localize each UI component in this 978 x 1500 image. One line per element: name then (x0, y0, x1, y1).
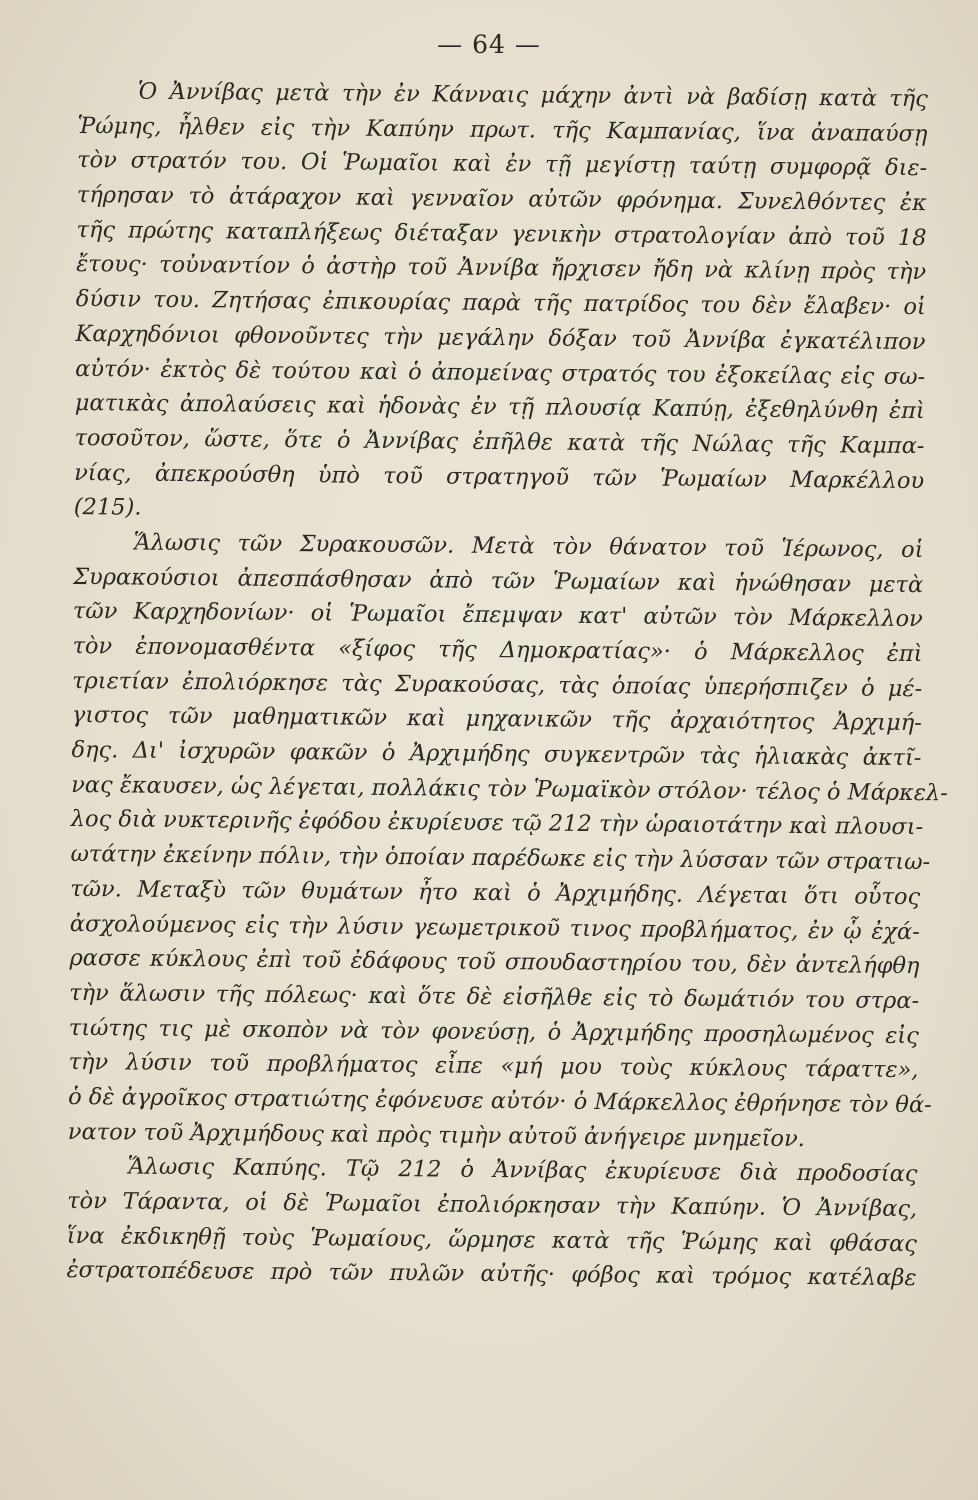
text-line: ματικὰς ἀπολαύσεις καὶ ἡδονὰς ἐν τῇ πλουσίᾳ Καπύῃ, ἐξεθηλύνθη ἐπὶ (74, 390, 925, 425)
text-line: ωτάτην ἐκείνην πόλιν, τὴν ὁποίαν παρέδωκε εἰς τὴν λύσσαν τῶν στρατιω- (70, 841, 931, 876)
text-line: τριετίαν ἐπολιόρκησε τὰς Συρακούσας, τὰς ὁποίας ὑπερήσπιζεν ὁ μέ- (72, 667, 923, 702)
body-text (66, 74, 948, 1296)
text-line: ἔτους· τοὐναντίον ὁ ἀστὴρ τοῦ Ἀννίβα ἤρχισεν ἤδη νὰ κλίνῃ πρὸς τὴν (76, 251, 927, 286)
text-line: δης. Δι' ἰσχυρῶν φακῶν ὁ Ἀρχιμήδης συγκεντρῶν τὰς ἡλιακὰς ἀκτῖ- (71, 737, 922, 772)
text-line: τιώτης τις μὲ σκοπὸν νὰ τὸν φονεύσῃ, ὁ Ἀρχιμήδης προσηλωμένος εἰς (68, 1014, 919, 1049)
text-line: νας ἔκαυσεν, ὡς λέγεται, πολλάκις τὸν Ῥωμαϊκὸν στόλον· τέλος ὁ Μάρκελ- (71, 771, 948, 807)
text-line: τήρησαν τὸ ἀτάραχον καὶ γενναῖον αὐτῶν φρόνημα. Συνελθόντες ἐκ (76, 182, 927, 217)
text-line: τὸν στρατόν του. Οἱ Ῥωμαῖοι καὶ ἐν τῇ μεγίστῃ ταύτῃ συμφορᾷ διε- (77, 147, 928, 182)
text-line: Ὁ Ἀννίβας μετὰ τὴν ἐν Κάνναις μάχην ἀντὶ νὰ βαδίσῃ κατὰ τῆς (137, 78, 928, 113)
text-line: τὸν Τάραντα, οἱ δὲ Ῥωμαῖοι ἐπολιόρκησαν τὴν Καπύην. Ὁ Ἀννίβας, (67, 1187, 918, 1223)
text-line: δύσιν του. Ζητήσας ἐπικουρίας παρὰ τῆς πατρίδος του δὲν ἔλαβεν· οἱ (75, 286, 926, 321)
text-line: τῶν. Μεταξὺ τῶν θυμάτων ἦτο καὶ ὁ Ἀρχιμήδης. Λέγεται ὅτι οὗτος (70, 875, 921, 910)
text-line: Ῥώμης, ἦλθεν εἰς τὴν Καπύην πρωτ. τῆς Καμπανίας, ἵνα ἀναπαύσῃ (77, 112, 928, 147)
text-line: τὴν λύσιν τοῦ προβλήματος εἶπε «μή μου τοὺς κύκλους τάραττε», (68, 1049, 919, 1084)
text-line: Ἅλωσις Καπύης. Τῷ 212 ὁ Ἀννίβας ἐκυρίευσε διὰ προδοσίας (127, 1153, 918, 1188)
text-line: Ἅλωσις τῶν Συρακουσῶν. Μετὰ τὸν θάνατον τοῦ Ἱέρωνος, οἱ (133, 529, 924, 564)
text-line: ἐστρατοπέδευσε πρὸ τῶν πυλῶν αὐτῆς· φόβος καὶ τρόμος κατέλαβε (66, 1257, 917, 1292)
text-line: Καρχηδόνιοι φθονοῦντες τὴν μεγάλην δόξαν τοῦ Ἀννίβα ἐγκατέλιπον (75, 320, 926, 355)
text-line: ρασσε κύκλους ἐπὶ τοῦ ἐδάφους τοῦ σπουδαστηρίου του, δὲν ἀντελήφθη (69, 945, 920, 980)
text-line: τὸν ἐπονομασθέντα «ξίφος τῆς Δημοκρατίας»· ὁ Μάρκελλος ἐπὶ (72, 632, 923, 668)
text-line: γιστος τῶν μαθηματικῶν καὶ μηχανικῶν τῆς ἀρχαιότητος Ἀρχιμή- (71, 702, 922, 737)
text-line: (215). (73, 494, 142, 521)
text-line: τῶν Καρχηδονίων· οἱ Ῥωμαῖοι ἔπεμψαν κατ' αὐτῶν τὸν Μάρκελλον (72, 598, 923, 633)
text-line: ἵνα ἐκδικηθῇ τοὺς Ῥωμαίους, ὥρμησε κατὰ τῆς Ῥώμης καὶ φθάσας (66, 1222, 917, 1257)
text-line: ὁ δὲ ἀγροῖκος στρατιώτης ἐφόνευσε αὐτόν· ὁ Μάρκελλος ἐθρήνησε τὸν θά- (68, 1083, 932, 1119)
text-line: Συρακούσιοι ἀπεσπάσθησαν ἀπὸ τῶν Ῥωμαίων καὶ ἡνώθησαν μετὰ (73, 563, 924, 598)
text-line: νατον τοῦ Ἀρχιμήδους καὶ πρὸς τιμὴν αὐτοῦ ἀνήγειρε μνημεῖον. (67, 1118, 805, 1152)
text-line: λος διὰ νυκτερινῆς ἐφόδου ἐκυρίευσε τῷ 212 τὴν ὡραιοτάτην καὶ πλουσι- (70, 806, 924, 841)
text-line: τῆς πρώτης καταπλήξεως διέταξαν γενικὴν στρατολογίαν ἀπὸ τοῦ 18 (76, 216, 927, 251)
text-line: νίας, ἀπεκρούσθη ὑπὸ τοῦ στρατηγοῦ τῶν Ῥωμαίων Μαρκέλλου (74, 459, 925, 494)
text-line: ἀσχολούμενος εἰς τὴν λύσιν γεωμετρικοῦ τινος προβλήματος, ἐν ᾧ ἐχά- (69, 910, 920, 945)
text-line: τοσοῦτον, ὥστε, ὅτε ὁ Ἀννίβας ἐπῆλθε κατὰ τῆς Νώλας τῆς Καμπα- (74, 424, 925, 460)
text-line: τὴν ἅλωσιν τῆς πόλεως· καὶ ὅτε δὲ εἰσῆλθε εἰς τὸ δωμάτιόν του στρα- (69, 979, 920, 1014)
text-line: αὐτόν· ἐκτὸς δὲ τούτου καὶ ὁ ἀπομείνας στρατός του ἐξοκείλας εἰς σω- (75, 355, 926, 390)
page-number: — 64 — (437, 30, 541, 59)
